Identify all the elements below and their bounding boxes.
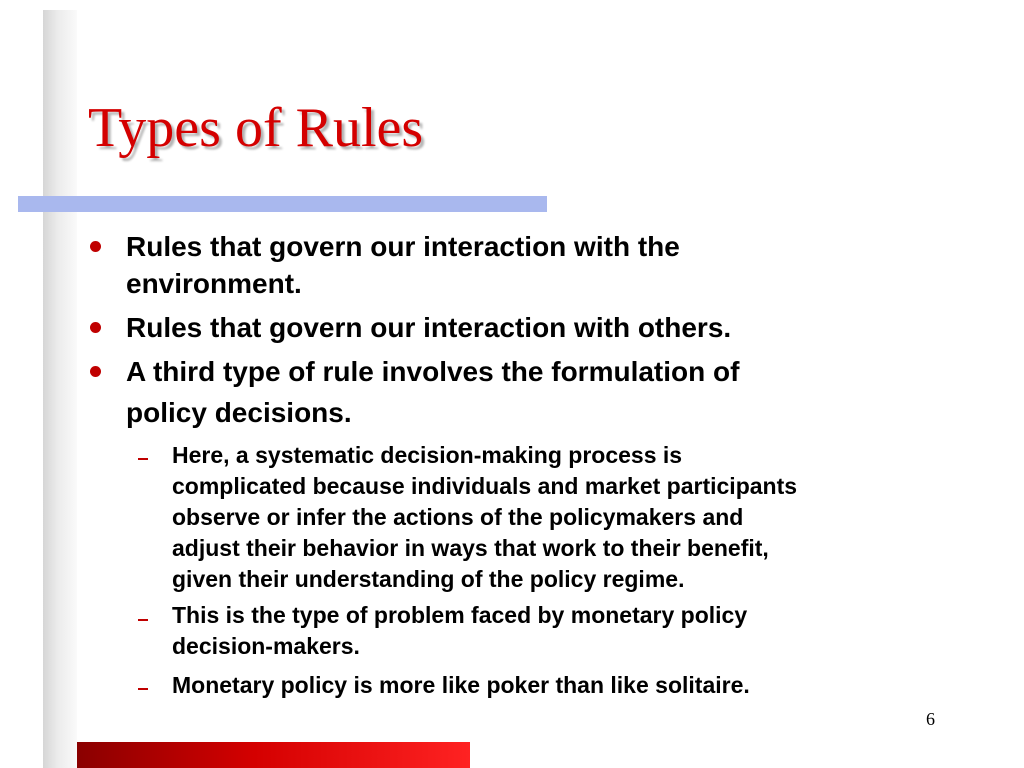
bullet-3-line-1: A third type of rule involves the formulation of: [126, 356, 740, 387]
dash-icon: [138, 619, 148, 621]
bullet-3-line-2: policy decisions.: [126, 397, 352, 428]
sub-bullet-1-line-1: Here, a systematic decision-making process is: [172, 442, 683, 468]
sub-bullet-2-line-2: decision-makers.: [172, 633, 360, 659]
bullet-2-line-1: Rules that govern our interaction with others.: [126, 312, 732, 343]
bullet-dot-icon: [90, 366, 101, 377]
page-number: 6: [926, 709, 935, 729]
sub-bullet-1-line-4: adjust their behavior in ways that work to their benefit,: [172, 535, 769, 561]
footer-decorative-bar: [77, 742, 470, 768]
bullet-1-line-1: Rules that govern our interaction with the: [126, 231, 680, 262]
bullet-1-line-2: environment.: [126, 268, 302, 299]
sub-bullet-2-line-1: This is the type of problem faced by monetary policy: [172, 602, 748, 628]
sub-bullet-1-line-5: given their understanding of the policy regime.: [172, 566, 685, 592]
sub-bullet-3-line-1: Monetary policy is more like poker than like solitaire.: [172, 672, 750, 698]
dash-icon: [138, 458, 148, 460]
bullet-dot-icon: [90, 241, 101, 252]
sub-bullet-1-line-2: complicated because individuals and market participants: [172, 473, 798, 499]
bullet-dot-icon: [90, 322, 101, 333]
slide-title: Types of Rules: [88, 97, 424, 159]
sub-bullet-1-line-3: observe or infer the actions of the policymakers and: [172, 504, 744, 530]
dash-icon: [138, 688, 148, 690]
